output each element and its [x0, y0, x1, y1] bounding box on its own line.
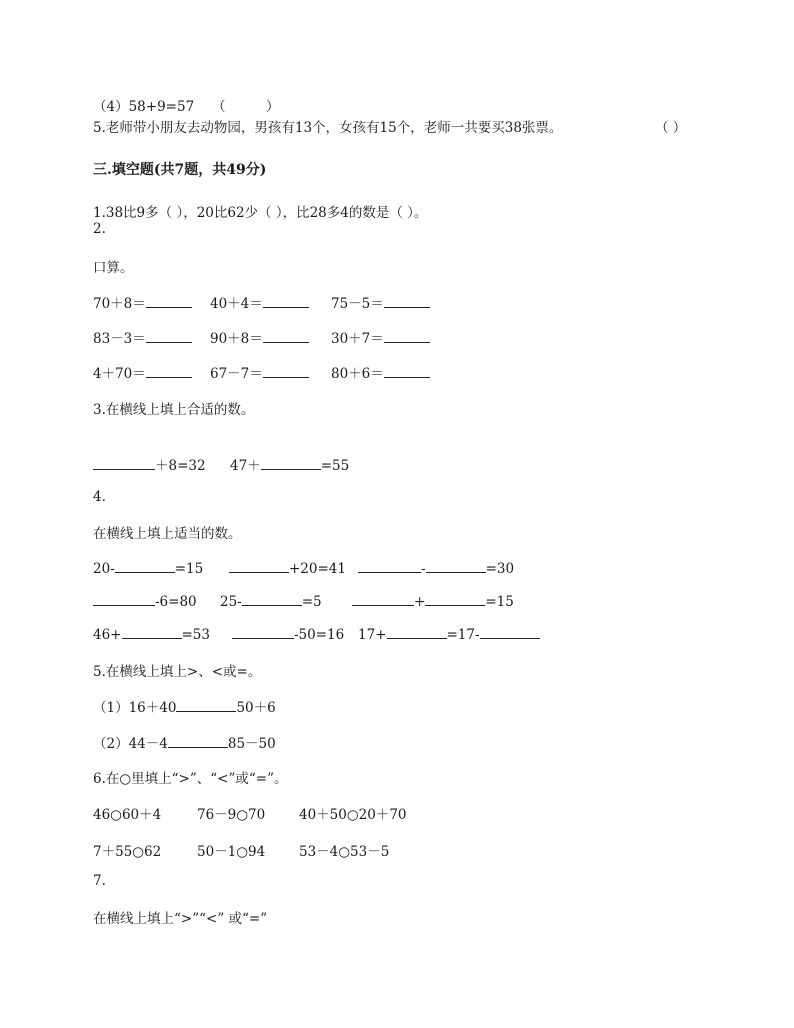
answer-blank[interactable] [384, 329, 430, 343]
answer-blank[interactable] [261, 456, 321, 470]
expr-text: （1）16＋40 [93, 700, 177, 716]
fill-item [358, 559, 514, 577]
answer-blank[interactable] [146, 329, 192, 343]
expr-text: =55 [320, 458, 350, 474]
expr-text: 50＋6 [236, 700, 276, 716]
q5-line: 5.老师带小朋友去动物园，男孩有13个，女孩有15个，老师一共要买38张票。 [93, 120, 563, 136]
expr-text: + [414, 594, 426, 610]
expr-text: 25- [220, 594, 242, 610]
answer-blank[interactable] [480, 625, 540, 639]
answer-blank[interactable] [263, 329, 309, 343]
expr-text: 20- [93, 561, 115, 577]
answer-blank[interactable] [387, 625, 447, 639]
fill-item [93, 559, 203, 577]
expr-text: 17+ [358, 627, 387, 643]
answer-blank[interactable] [242, 592, 302, 606]
answer-blank[interactable] [263, 294, 309, 308]
answer-blank[interactable] [146, 294, 192, 308]
problem-3-b [230, 454, 349, 474]
expr-text: ＋8=32 [155, 458, 206, 474]
expr-text: =30 [485, 561, 515, 577]
fill-item [93, 625, 210, 643]
compare-item[interactable]: 53－4○53－5 [299, 844, 390, 860]
answer-blank[interactable] [176, 698, 236, 712]
answer-blank[interactable] [425, 592, 485, 606]
answer-blank[interactable] [229, 559, 289, 573]
expr-text: -50=16 [294, 627, 345, 643]
problem-5-title: 5.在横线上填上>、<或=。 [93, 664, 262, 680]
section-heading: 三.填空题(共7题，共49分) [93, 162, 267, 178]
answer-blank[interactable] [93, 456, 155, 470]
problem-4-number: 4. [93, 489, 106, 505]
calc-item: 67－7＝ [210, 366, 263, 382]
answer-blank[interactable] [232, 625, 294, 639]
expr-text: 46+ [93, 627, 122, 643]
calc-item: 4＋70＝ [93, 366, 146, 382]
problem-2-number: 2. [93, 221, 106, 237]
answer-blank[interactable] [352, 592, 414, 606]
calc-item: 83－3＝ [93, 331, 146, 347]
expr-text: =53 [181, 627, 210, 643]
problem-7-number: 7. [93, 873, 106, 889]
compare-item[interactable]: 46○60＋4 [93, 807, 162, 823]
compare-item[interactable]: 7＋55○62 [93, 844, 162, 860]
fill-item [232, 625, 344, 643]
answer-blank[interactable] [122, 625, 182, 639]
calc-item: 70＋8＝ [93, 296, 146, 312]
compare-item[interactable]: 40＋50○20＋70 [299, 807, 407, 823]
answer-blank[interactable] [426, 559, 486, 573]
expr-text: =17- [446, 627, 480, 643]
expr-text: -6=80 [155, 594, 197, 610]
answer-blank[interactable] [263, 364, 309, 378]
expr-text: 47＋ [230, 458, 261, 474]
expr-text: （2）44－4 [93, 736, 168, 752]
expr-text: =15 [485, 594, 514, 610]
answer-blank[interactable] [93, 592, 155, 606]
answer-blank[interactable] [146, 364, 192, 378]
problem-7-title: 在横线上填上“>”“<” 或“=” [93, 911, 268, 927]
compare-item [93, 696, 276, 716]
calc-item: 30＋7＝ [331, 331, 384, 347]
expr-text: 85－50 [227, 736, 276, 752]
answer-blank[interactable] [384, 364, 430, 378]
calc-item: 40＋4＝ [210, 296, 263, 312]
expr-text: =5 [301, 594, 322, 610]
compare-item[interactable]: 50－1○94 [197, 844, 266, 860]
fill-item [352, 592, 514, 610]
calc-item: 90＋8＝ [210, 331, 263, 347]
calc-item: 80＋6＝ [331, 366, 384, 382]
expr-text: +20=41 [289, 561, 346, 577]
problem-6-title: 6.在○里填上“>”、“<”或“=”。 [93, 771, 288, 787]
answer-blank[interactable] [115, 559, 175, 573]
problem-1: 1.38比9多（ ），20比62少（ ），比28多4的数是（ ）。 [93, 205, 428, 221]
answer-blank[interactable] [384, 294, 430, 308]
q5-answer-paren: （ ） [655, 120, 687, 136]
expr-text: =15 [174, 561, 204, 577]
answer-blank[interactable] [168, 734, 228, 748]
problem-3-title: 3.在横线上填上合适的数。 [93, 402, 255, 418]
expr-text: - [421, 561, 426, 577]
compare-item[interactable]: 76－9○70 [197, 807, 266, 823]
problem-4-title: 在横线上填上适当的数。 [93, 526, 242, 542]
compare-item [93, 732, 276, 752]
fill-item [358, 625, 540, 643]
calc-item: 75－5＝ [331, 296, 384, 312]
fill-item [229, 559, 346, 577]
answer-blank[interactable] [358, 559, 421, 573]
problem-2-title: 口算。 [93, 260, 134, 276]
problem-3-a [93, 454, 206, 474]
fill-item [220, 592, 322, 610]
fill-item [93, 592, 197, 610]
q4-line: （4）58+9=57 （ ） [93, 99, 280, 115]
